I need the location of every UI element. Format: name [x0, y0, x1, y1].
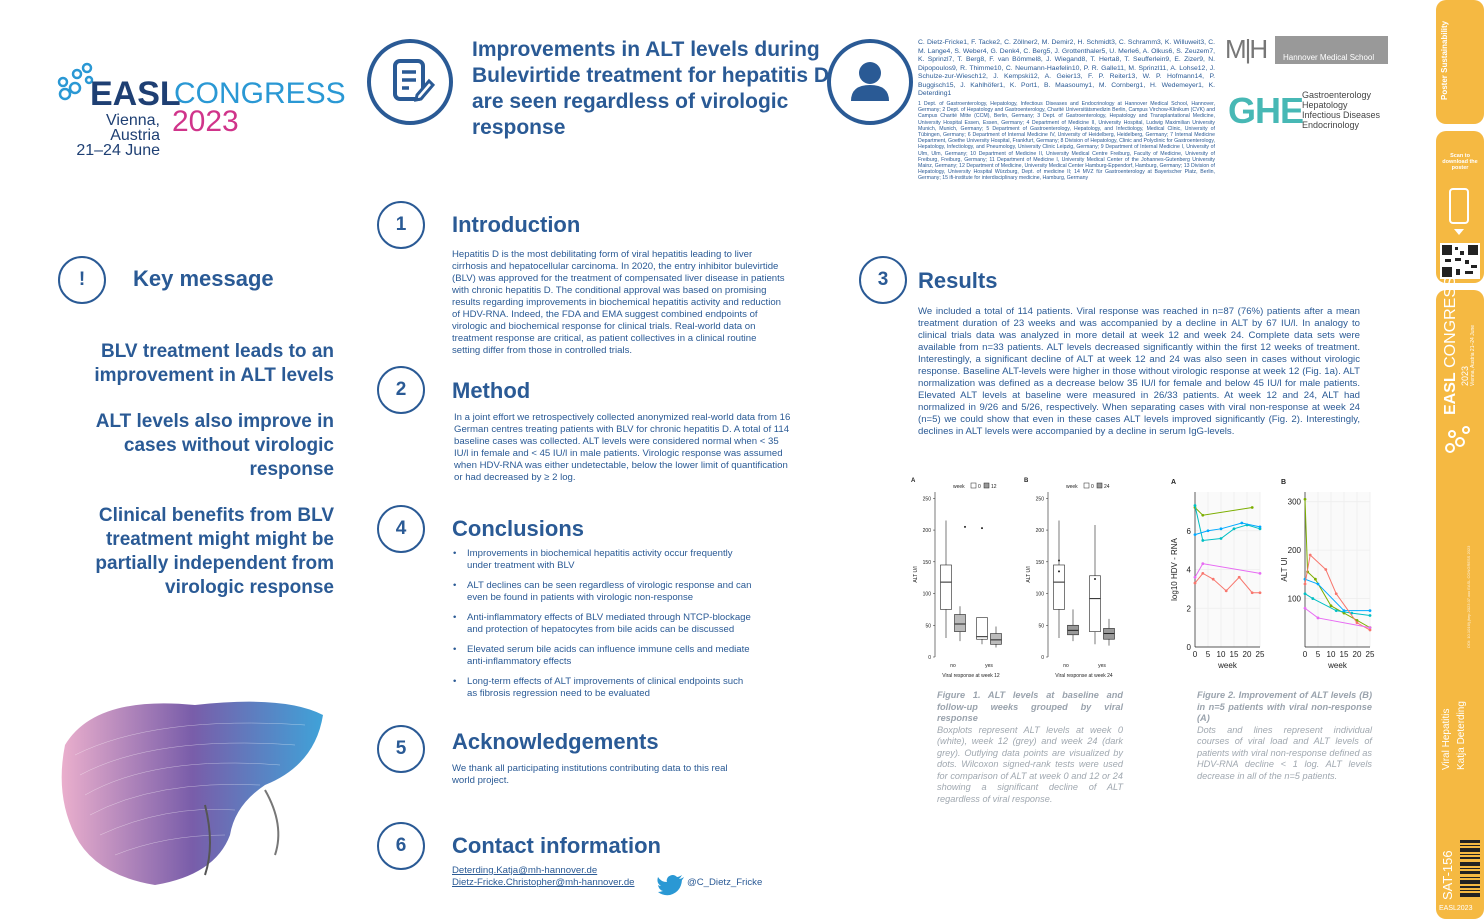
y-tick-label: 100 — [1035, 591, 1044, 598]
y-tick-label: 200 — [1035, 528, 1044, 535]
data-point — [1259, 572, 1262, 575]
x-tick-label: 15 — [1339, 650, 1349, 659]
svg-text:M|H: M|H — [1225, 36, 1267, 64]
outlier-point — [1058, 570, 1060, 572]
data-point — [1207, 529, 1210, 532]
congress-year: 2023 — [172, 105, 239, 138]
method-text: In a joint effort we retrospectively collected anonymized real-world data from 16 German centres treating patients with BLV for chronic hepatitis D. A total of 114 baseline cases was collected. ALT levels were considered normal when < 35 IU/l in female and < 45 IU/l in male patients. Virologic response was assumed when HDV-RNA was either undetectable, below the lower limit of quantification or had decreased by ≥ 2 log. — [454, 412, 791, 483]
author-list: C. Dietz-Fricke1, F. Tacke2, C. Zöllner2, M. Demir2, H. Schmidt3, C. Schramm3, K. Willuweit3, C. M. Lange4, S. Weber4, G. Denk4, C. Berg5, J. Grottenthaler5, U. Merle6, A. Olkus6, S. Zeuzem7, K. Sprinzl7, T. Berg8, F. van Bömmel8, J. Wiegand8, T. Herta8, T. Seufferlein9, E. Zizer9, N. Dipopoulos9, R. Thimme10, C. Neumann-Haefelin10, P. R. Galle11, M. Sprinzl11, A. Lohse12, J. Schulze-zur-Wiesch12, J. Kempski12, A. Geier13, F. P. Reiter13, W. P. Hofmann14, P. Buggisch15, J. Kahlhöfer1, K. Port1, B. Maasoumy1, M. Cornberg1, H. Wedemeyer1, K. Deterding1 — [918, 39, 1215, 97]
key-message-icon: ! — [58, 256, 106, 304]
poster-sidebar — [1436, 0, 1484, 921]
sidebar-topic: Viral Hepatitis — [1441, 708, 1452, 770]
legend-label: 24 — [1104, 484, 1110, 490]
x-axis-label: Viral response at week 24 — [1055, 673, 1113, 679]
y-tick-label: 300 — [1287, 497, 1301, 507]
conclusions-title: Conclusions — [452, 516, 585, 541]
panel-label: A — [1171, 479, 1177, 486]
sustainability-badge: Poster Sustainability — [1436, 0, 1484, 124]
key-message-3: Clinical benefits from BLV treatment might might be partially independent from virologic response — [95, 505, 334, 598]
contact-title: Contact information — [452, 833, 661, 858]
y-axis-label: ALT UI — [1280, 557, 1289, 582]
data-point — [1201, 514, 1204, 517]
y-tick-label: 100 — [922, 591, 931, 598]
y-tick-label: 6 — [1186, 526, 1191, 536]
section-number-5: 5 — [377, 725, 425, 773]
email-link-deterding[interactable]: Deterding.Katja@mh-hannover.de — [452, 865, 598, 876]
legend-swatch — [984, 483, 989, 488]
data-point — [1194, 582, 1197, 585]
box — [941, 565, 952, 609]
figure-2-lines — [1165, 472, 1380, 672]
data-point — [1304, 498, 1307, 501]
x-tick-label: no — [950, 663, 956, 669]
conclusion-item: • Improvements in biochemical hepatitis activity occur frequently under treatment with BLV — [453, 548, 753, 572]
data-point — [1240, 522, 1243, 525]
panel-label: B — [1281, 479, 1287, 486]
x-tick-label: 20 — [1352, 650, 1362, 659]
conclusion-item: • Elevated serum bile acids can influence immune cells and mediate anti-inflammatory effects — [453, 644, 753, 668]
outlier-point — [964, 526, 966, 528]
data-point — [1259, 525, 1262, 528]
data-point — [1194, 504, 1197, 507]
conclusions-list — [453, 548, 753, 708]
x-tick-label: no — [1063, 663, 1069, 669]
figure-2-caption — [1197, 690, 1372, 782]
data-point — [1343, 609, 1346, 612]
section-number-4: 4 — [377, 505, 425, 553]
document-icon — [367, 39, 453, 125]
data-point — [1335, 592, 1338, 595]
results-title: Results — [918, 268, 998, 293]
box — [1090, 576, 1101, 632]
acknowledgements-text: We thank all participating institutions contributing data to this real world project. — [452, 763, 728, 786]
y-tick-label: 50 — [925, 623, 931, 630]
easl-congress-logo — [50, 55, 346, 159]
x-axis-label: Viral response at week 12 — [942, 673, 1000, 679]
person-icon — [827, 39, 913, 125]
data-point — [1259, 591, 1262, 594]
scan-text: Scan to download the poster — [1442, 153, 1478, 171]
y-tick-label: 150 — [922, 559, 931, 566]
legend-label: 0 — [978, 484, 981, 490]
data-point — [1251, 591, 1254, 594]
method-title: Method — [452, 378, 531, 403]
data-point — [1304, 607, 1307, 610]
results-text: We included a total of 114 patients. Viral response was reached in n=87 (76%) patients after a mean treatment duration of 23 weeks and was accompanied by a decline in ALT by 67 IU/l. In analogy to clinical trials data was analyzed in more detail at week 12 and week 24. Complete data sets were available from n=33 patients. ALT levels decreased significantly within the first 12 weeks of treatment. Interestingly, a significant decline of ALT at week 12 and 24 was also seen in cases without virologic response. Baseline ALT-levels were higher in those without virologic response at week 12 (Fig. 1a). ALT normalization was defined as a decrease below 35 IU/l for female and below 45 IU/l for male patients. Elevated ALT levels at baseline were measured in 26/33 patients. At week 12 and 24, ALT had normalized in 9/26 and 5/26, respectively. When separating cases with viral non-response at week 24 (n=5) we could show that even in these cases ALT levels improved significantly (Fig. 2). Interestingly, declines in ALT levels were accompanied by a decline in serum IgG-levels. — [918, 306, 1360, 437]
data-point — [1314, 578, 1317, 581]
y-tick-label: 250 — [1035, 496, 1044, 503]
y-axis-label: log10 HDV - RNA — [1170, 538, 1179, 601]
contact-emails — [452, 865, 635, 889]
twitter-icon[interactable] — [657, 874, 685, 896]
data-point — [1220, 527, 1223, 530]
x-tick-label: 10 — [1326, 650, 1336, 659]
y-tick-label: 100 — [1287, 594, 1301, 604]
box — [991, 634, 1002, 645]
introduction-text: Hepatitis D is the most debilitating form of viral hepatitis leading to liver cirrhosis and hepatocellular carcinoma. In 2020, the entry inhibitor bulevirtide (BLV) was approved for the treatment of compensated liver disease in patients with chronic hepatitis D. The conditional approval was based on promising results regarding improvements in biochemical hepatitis activity and reduction of HDV-RNA. Indeed, the FDA and EMA suggest combined endpoints of virologic and biochemical response for clinical trials. Real-world data on treatment response are critical, as patient collectives in a clinical routine setting differ from those in controlled trials. — [452, 249, 785, 356]
twitter-handle[interactable]: @C_Dietz_Fricke — [687, 877, 763, 888]
legend-title: week — [953, 484, 965, 490]
data-point — [1212, 578, 1215, 581]
data-point — [1330, 604, 1333, 607]
legend-title: week — [1066, 484, 1078, 490]
figure-1-caption-text: Boxplots represent ALT levels at week 0 (white), week 12 (grey) and week 24 (dark grey). Outlying data points are visualized by dots. Wilcoxon signed-rank tests were used for comparison of ALT at week 0 and 12 or 24 showing a significant decline of ALT regardless of viral response. — [937, 724, 1123, 804]
y-tick-label: 0 — [928, 655, 931, 661]
key-message-title: Key message — [133, 266, 274, 291]
poster-title: Improvements in ALT levels during Bulevirtide treatment for hepatitis D are seen regardless of virologic response — [472, 38, 830, 139]
y-axis-label: ALT U/l — [913, 566, 919, 583]
x-tick-label: 0 — [1192, 650, 1198, 659]
y-tick-label: 200 — [1287, 546, 1301, 556]
panel-label: B — [1024, 478, 1029, 484]
figure-2-caption-title: Figure 2. Improvement of ALT levels (B) in n=5 patients with viral non-response (A) — [1197, 690, 1372, 723]
x-tick-label: yes — [1098, 663, 1106, 669]
data-point — [1369, 629, 1372, 632]
data-point — [1309, 554, 1312, 557]
conclusion-item: • Anti-inflammatory effects of BLV mediated through NTCP-blockage and protection of hepatocytes from bile acids can be discussed — [453, 612, 753, 636]
data-point — [1335, 609, 1338, 612]
y-tick-label: 200 — [922, 528, 931, 535]
x-tick-label: 5 — [1315, 650, 1321, 659]
x-tick-label: 0 — [1302, 650, 1308, 659]
hashtag: EASL2023 — [1439, 905, 1473, 912]
section-number-2: 2 — [377, 366, 425, 414]
data-point — [1201, 572, 1204, 575]
outlier-point — [1094, 578, 1096, 580]
data-point — [1317, 617, 1320, 620]
x-axis-label: week — [1218, 661, 1237, 670]
figure-2-caption-text: Dots and lines represent individual courses of viral load and ALT levels of patients with viral non-response defined as HDV-RNA decline < 1 log. ALT levels decrease in all of the n=5 patients. — [1197, 724, 1372, 781]
y-tick-label: 2 — [1186, 604, 1191, 614]
data-point — [1233, 527, 1236, 530]
data-point — [1194, 533, 1197, 536]
legend-label: 12 — [991, 484, 997, 490]
section-number-3: 3 — [859, 256, 907, 304]
data-point — [1317, 583, 1320, 586]
plot-background — [1305, 492, 1370, 647]
email-link-dietz-fricke[interactable]: Dietz-Fricke.Christopher@mh-hannover.de — [452, 877, 635, 888]
conclusion-item: • Long-term effects of ALT improvements of clinical endpoints such as fibrosis regression need to be evaluated — [453, 676, 753, 700]
conclusion-item: • ALT declines can be seen regardless of virologic response and can even be found in patients with virologic non-response — [453, 580, 753, 604]
legend-swatch — [1084, 483, 1089, 488]
box — [977, 618, 988, 640]
legend-label: 0 — [1091, 484, 1094, 490]
y-tick-label: 0 — [1041, 655, 1044, 661]
easl-brand: EASL — [90, 75, 181, 113]
figure-1-caption — [937, 690, 1123, 805]
sidebar-doi: DOI: 10.1016/j.jhep.2023.07.xxx EASL CONGRESS 2023 — [1466, 545, 1471, 648]
y-axis-label: ALT U/l — [1026, 566, 1032, 583]
phone-icon — [1448, 187, 1472, 239]
outlier-point — [1058, 560, 1060, 562]
acknowledgements-title: Acknowledgements — [452, 729, 659, 754]
data-point — [1251, 506, 1254, 509]
sidebar-author: Katja Deterding — [1456, 701, 1467, 770]
x-tick-label: 15 — [1229, 650, 1239, 659]
x-tick-label: 25 — [1365, 650, 1375, 659]
introduction-title: Introduction — [452, 212, 581, 237]
congress-text: CONGRESS — [174, 77, 346, 110]
x-tick-label: 10 — [1216, 650, 1226, 659]
data-point — [1304, 592, 1307, 595]
key-message-2: ALT levels also improve in cases without virologic response — [95, 411, 334, 480]
x-tick-label: 20 — [1242, 650, 1252, 659]
y-tick-label: 4 — [1186, 565, 1191, 575]
outlier-point — [981, 527, 983, 529]
x-axis-label: week — [1328, 661, 1347, 670]
legend-swatch — [1097, 483, 1102, 488]
data-point — [1311, 597, 1314, 600]
figure-1-boxplots — [905, 472, 1135, 690]
section-number-6: 6 — [377, 822, 425, 870]
y-tick-label: 250 — [922, 496, 931, 503]
data-point — [1304, 583, 1307, 586]
affiliations: 1 Dept. of Gastroenterology, Hepatology, Infectious Diseases and Endocrinology at Hannover Medical School, Hannover, Germany; 2 Dept. of Hepatology and Gastroenterology, Charité Universitätsmedizin Berlin, Campus Virchow-Klinikum (CVK) and Campus Charité Mitte (CCM), Berlin, Germany; 3 Dept. of Gastroenterology, Hepatology and Transplantational Medicine, University Hospital Essen, Essen, Germany; 4 Department of Medicine II, University Hospital, Ludwig Maximilian University Munich, Munich, Germany; 5 Department of Gastroenterology, Hepatology, and Infectiology, Medical Clinic, University of Tübingen, Germany; 6 Department of Internal Medicine IV, University of Heidelberg, Heidelberg, Germany; 7 Internal Medicine Department, Goethe University Hospital, Frankfurt, Germany; 8 Division of Hepatology, Clinic and Polyclinic for Gastroenterology, Hepatology, Infectiology, and Pneumology, University Clinic Leipzig, Germany; 9 Department of Internal Medicine I, University of Ulm, Ulm, Germany; 10 Department of Medicine II, University Medical Centre Freiburg, Faculty of Medicine, University of Freiburg, Freiburg, Germany; 11 Department of Medicine I, University Medical Center of the Johannes-Gutenberg University Mainz, Germany; 12 Department of Medicine, University Medical Center Hamburg-Eppendorf, Hamburg, Germany; 13 Division of Hepatology, University Hospital Würzburg, Dept. of medicine II; 14 MVZ für Gastroenterology at Bayerischer Platz, Berlin, Germany; 15 ifi-institute for interdisciplinary medicine, Hamburg, Germany — [918, 101, 1215, 182]
panel-label: A — [911, 478, 916, 484]
figure-1-caption-title: Figure 1. ALT levels at baseline and follow-up weeks grouped by viral response — [937, 690, 1123, 723]
key-message-1: BLV treatment leads to an improvement in ALT levels — [94, 341, 334, 386]
download-box[interactable] — [1436, 131, 1484, 283]
y-tick-label: 0 — [1186, 643, 1191, 652]
y-tick-label: 50 — [1038, 623, 1044, 630]
data-point — [1220, 537, 1223, 540]
qr-code-icon[interactable] — [1440, 243, 1480, 279]
data-point — [1194, 576, 1197, 579]
easl-dots-icon — [1442, 420, 1478, 456]
data-point — [1201, 562, 1204, 565]
data-point — [1225, 589, 1228, 592]
liver-illustration — [55, 685, 330, 895]
box — [955, 614, 966, 631]
ghe-logo: GHE Gastroenterology Hepatology Infectious Diseases Endocrinology — [1228, 90, 1381, 131]
x-tick-label: 25 — [1255, 650, 1265, 659]
section-number-1: 1 — [377, 201, 425, 249]
x-tick-label: 5 — [1205, 650, 1211, 659]
congress-location: Vienna, Austria 21–24 June — [76, 112, 160, 159]
poster-code: SAT-156 — [1440, 850, 1455, 900]
x-tick-label: yes — [985, 663, 993, 669]
data-point — [1369, 614, 1372, 617]
key-message-list — [60, 340, 334, 622]
data-point — [1369, 626, 1372, 629]
y-tick-label: 150 — [1035, 559, 1044, 566]
legend-swatch — [971, 483, 976, 488]
data-point — [1369, 609, 1372, 612]
barcode-icon — [1460, 840, 1480, 900]
data-point — [1201, 539, 1204, 542]
sidebar-congress: EASL CONGRESS — [1442, 276, 1459, 415]
mhh-logo: M|H Hannover Medical School — [1225, 36, 1388, 64]
data-point — [1356, 621, 1359, 624]
data-point — [1324, 568, 1327, 571]
data-point — [1238, 576, 1241, 579]
congress-box: EASL CONGRESS 2023 Vienna, Austria 21–24 June DOI: 10.1016/j.jhep.2023.07.xxx EASL CONGRESS 2023 Viral Hepatitis Katja Deterding SAT-156 EASL2023 — [1436, 290, 1484, 919]
